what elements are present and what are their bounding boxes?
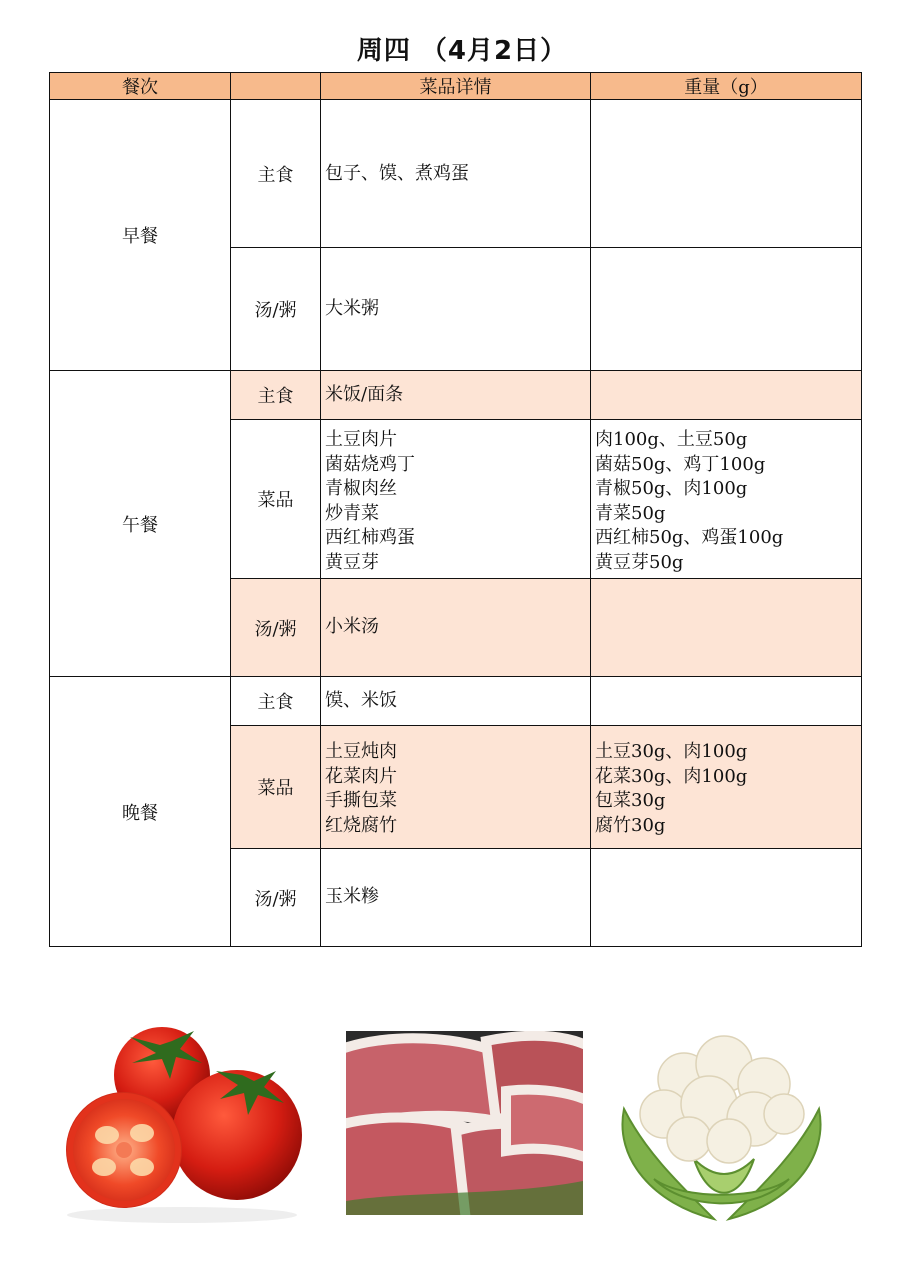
category-dishes: 菜品 bbox=[231, 726, 321, 849]
lunch-staple-dishes: 米饭/面条 bbox=[321, 371, 591, 420]
list-item: 青椒肉丝 bbox=[325, 478, 397, 499]
dinner-soup-weight bbox=[591, 849, 862, 947]
table-row bbox=[50, 100, 862, 248]
breakfast-soup-weight bbox=[591, 248, 862, 371]
meal-breakfast: 早餐 bbox=[50, 100, 231, 371]
table-row bbox=[50, 677, 862, 726]
lunch-dish-list bbox=[321, 420, 591, 579]
list-item: 西红柿鸡蛋 bbox=[325, 527, 415, 548]
list-item: 土豆炖肉 bbox=[325, 741, 397, 762]
lunch-weight-list bbox=[591, 420, 862, 579]
list-item: 青菜50g bbox=[595, 502, 666, 524]
breakfast-staple-dishes: 包子、馍、煮鸡蛋 bbox=[321, 100, 591, 248]
header-dishes: 菜品详情 bbox=[321, 73, 591, 100]
category-staple: 主食 bbox=[231, 100, 321, 248]
table-header-row bbox=[50, 73, 862, 100]
list-item: 菌菇烧鸡丁 bbox=[325, 453, 415, 475]
cauliflower-photo bbox=[614, 1029, 829, 1225]
list-item: 花菜肉片 bbox=[325, 765, 397, 787]
category-soup: 汤/粥 bbox=[231, 579, 321, 677]
lunch-staple-weight bbox=[591, 371, 862, 420]
dinner-staple-dishes: 馍、米饭 bbox=[321, 677, 591, 726]
breakfast-soup-dishes: 大米粥 bbox=[321, 248, 591, 371]
list-item: 青椒50g、肉100g bbox=[595, 478, 748, 499]
category-dishes: 菜品 bbox=[231, 420, 321, 579]
tomato-photo bbox=[62, 1025, 312, 1225]
list-item: 肉100g、土豆50g bbox=[595, 429, 748, 450]
list-item: 菌菇50g、鸡丁100g bbox=[595, 453, 766, 475]
header-category bbox=[231, 73, 321, 100]
list-item: 花菜30g、肉100g bbox=[595, 765, 748, 787]
lunch-soup-dishes: 小米汤 bbox=[321, 579, 591, 677]
list-item: 红烧腐竹 bbox=[325, 814, 397, 836]
header-meal: 餐次 bbox=[50, 73, 231, 100]
dinner-staple-weight bbox=[591, 677, 862, 726]
category-staple: 主食 bbox=[231, 371, 321, 420]
pork-slices-photo bbox=[346, 1031, 583, 1215]
meal-plan-table bbox=[49, 72, 862, 947]
lunch-soup-weight bbox=[591, 579, 862, 677]
list-item: 腐竹30g bbox=[595, 814, 666, 836]
list-item: 土豆30g、肉100g bbox=[595, 741, 748, 762]
category-staple: 主食 bbox=[231, 677, 321, 726]
food-photos bbox=[0, 1025, 924, 1225]
list-item: 西红柿50g、鸡蛋100g bbox=[595, 527, 784, 548]
category-soup: 汤/粥 bbox=[231, 248, 321, 371]
page-title: 周四 （4月2日） bbox=[356, 36, 568, 66]
dinner-dish-list bbox=[321, 726, 591, 849]
category-soup: 汤/粥 bbox=[231, 849, 321, 947]
list-item: 土豆肉片 bbox=[325, 429, 397, 450]
list-item: 黄豆芽 bbox=[325, 551, 379, 573]
list-item: 包菜30g bbox=[595, 790, 666, 811]
header-weight: 重量（g） bbox=[591, 73, 862, 100]
list-item: 黄豆芽50g bbox=[595, 551, 684, 573]
dinner-soup-dishes: 玉米糁 bbox=[321, 849, 591, 947]
table-row bbox=[50, 371, 862, 420]
meal-lunch: 午餐 bbox=[50, 371, 231, 677]
list-item: 炒青菜 bbox=[325, 502, 379, 524]
dinner-weight-list bbox=[591, 726, 862, 849]
list-item: 手撕包菜 bbox=[325, 790, 397, 811]
meal-dinner: 晚餐 bbox=[50, 677, 231, 947]
breakfast-staple-weight bbox=[591, 100, 862, 248]
